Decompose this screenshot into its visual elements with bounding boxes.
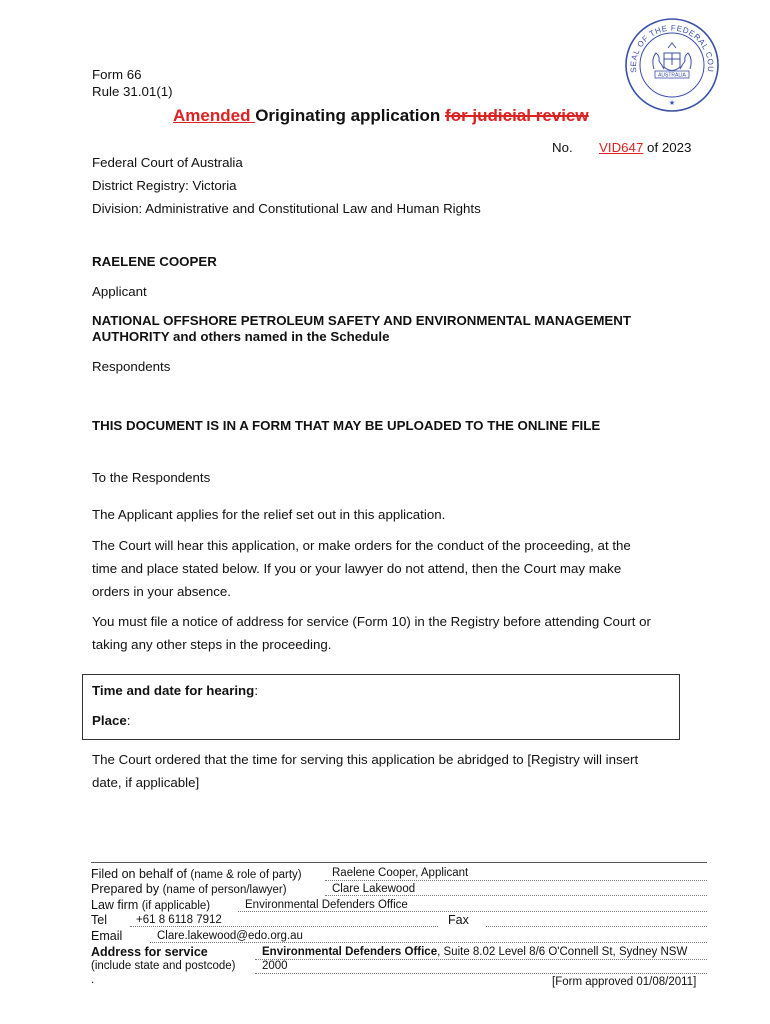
footer-divider <box>91 862 707 863</box>
hearing-paragraph-line-1: The Court will hear this application, or make orders for the conduct of the proceeding, at the <box>92 538 631 553</box>
title-deleted-text: for judicial review <box>445 106 589 125</box>
hearing-time-field[interactable] <box>92 683 258 698</box>
title-main-text: Originating application <box>255 106 446 125</box>
prepared-by-value[interactable]: Clare Lakewood <box>332 883 416 895</box>
document-title <box>173 106 589 126</box>
form-number: Form 66 <box>92 67 142 82</box>
footer-dot: . <box>91 974 95 986</box>
law-firm-value[interactable]: Environmental Defenders Office <box>245 899 408 911</box>
applicant-name: RAELENE COOPER <box>92 254 217 269</box>
filed-on-behalf-label: Filed on behalf of (name & role of party) <box>91 867 302 881</box>
hearing-place-colon: : <box>126 713 131 728</box>
prepared-by-label: Prepared by (name of person/lawyer) <box>91 882 287 896</box>
svg-text:★: ★ <box>668 99 676 107</box>
court-seal <box>624 17 720 113</box>
svg-text:SEAL OF THE FEDERAL COURT OF A: SEAL OF THE FEDERAL COU <box>628 23 716 74</box>
rule-reference: Rule 31.01(1) <box>92 84 173 99</box>
respondent-role: Respondents <box>92 359 171 374</box>
fax-label: Fax <box>448 913 469 927</box>
hearing-place-field[interactable] <box>92 713 130 728</box>
svg-text:AUSTRALIA: AUSTRALIA <box>658 72 686 79</box>
respondent-name: NATIONAL OFFSHORE PETROLEUM SAFETY AND ENVIRONMENTAL MANAGEMENT AUTHORITY and others named in the Schedule <box>92 313 632 344</box>
proceeding-number-value: VID647 <box>599 140 644 155</box>
address-organisation: Environmental Defenders Office <box>262 946 438 958</box>
applicant-role: Applicant <box>92 284 147 299</box>
tel-label: Tel <box>91 913 107 927</box>
address-line-2 <box>255 960 707 974</box>
address-hint: (include state and postcode) <box>91 960 236 972</box>
abridge-line-1: The Court ordered that the time for serving this application be abridged to [Registry will insert <box>92 752 639 767</box>
proceeding-number <box>599 140 691 155</box>
tel-value[interactable]: +61 8 6118 7912 <box>136 914 222 926</box>
district-registry: District Registry: Victoria <box>92 178 237 193</box>
email-value[interactable]: Clare.lakewood@edo.org.au <box>157 930 303 942</box>
relief-paragraph: The Applicant applies for the relief set out in this application. <box>92 507 446 522</box>
address-street: , Suite 8.02 Level 8/6 O'Connell St, Sydney NSW <box>437 946 688 958</box>
division: Division: Administrative and Constitutional Law and Human Rights <box>92 201 481 216</box>
salutation: To the Respondents <box>92 470 211 485</box>
abridge-line-2: date, if applicable] <box>92 775 200 790</box>
hearing-paragraph-line-2: time and place stated below. If you or your lawyer do not attend, then the Court may make <box>92 561 622 576</box>
filed-on-behalf-value[interactable]: Raelene Cooper, Applicant <box>332 867 469 879</box>
proceeding-number-year: of 2023 <box>643 140 692 155</box>
title-inserted-text: Amended <box>173 106 256 125</box>
service-paragraph-line-2: taking any other steps in the proceeding. <box>92 637 332 652</box>
email-label: Email <box>91 929 123 943</box>
hearing-time-colon: : <box>254 683 259 698</box>
service-paragraph-line-1: You must file a notice of address for service (Form 10) in the Registry before attending Court or <box>92 614 651 629</box>
address-line-1 <box>255 945 707 960</box>
address-for-service-label: Address for service <box>91 945 208 959</box>
court-name: Federal Court of Australia <box>92 155 243 170</box>
hearing-paragraph-line-3: orders in your absence. <box>92 584 231 599</box>
hearing-place-label: Place <box>92 713 127 728</box>
upload-notice: THIS DOCUMENT IS IN A FORM THAT MAY BE UPLOADED TO THE ONLINE FILE <box>92 418 601 433</box>
form-approved-date: [Form approved 01/08/2011] <box>552 976 697 988</box>
proceeding-number-label: No. <box>552 140 573 155</box>
hearing-time-label: Time and date for hearing <box>92 683 255 698</box>
address-postcode[interactable]: 2000 <box>262 960 288 972</box>
law-firm-label: Law firm (if applicable) <box>91 898 211 912</box>
fax-line[interactable] <box>486 913 707 927</box>
